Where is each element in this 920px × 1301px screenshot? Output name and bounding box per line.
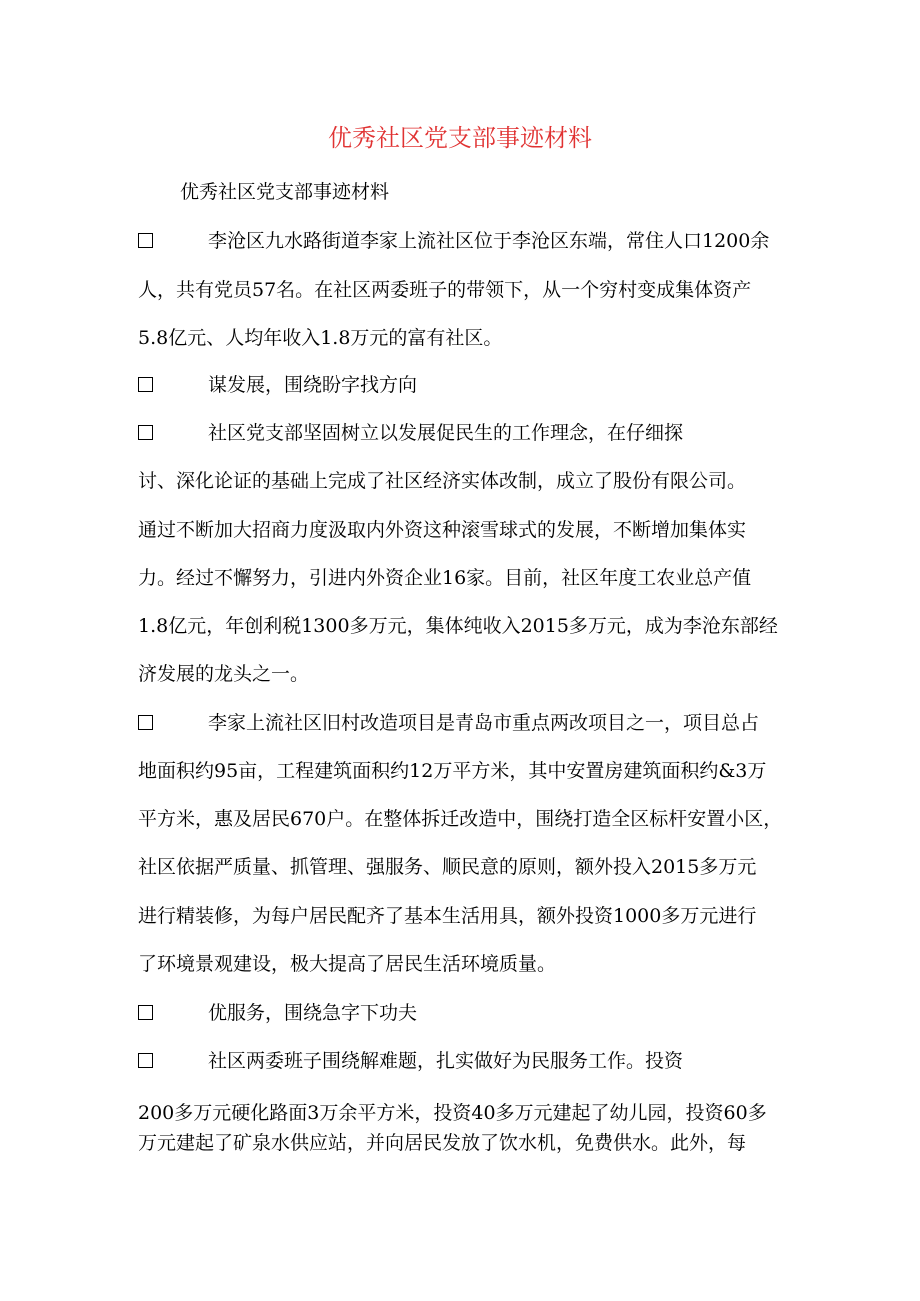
text-line: 社区党支部坚固树立以发展促民生的工作理念，在仔细探 [208, 422, 684, 444]
document-title: 优秀社区党支部事迹材料 [328, 124, 592, 152]
text-line: 了环境景观建设，极大提高了居民生活环境质量。 [138, 953, 557, 975]
text-line: 李家上流社区旧村改造项目是青岛市重点两改项目之一，项目总占 [208, 712, 760, 734]
text-line: 通过不断加大招商力度汲取内外资这种滚雪球式的发展，不断增加集体实 [138, 519, 747, 541]
text-line: 1.8亿元，年创利税1300多万元，集体纯收入2015多万元，成为李沧东部经 [138, 615, 778, 637]
checkbox-icon [138, 425, 153, 440]
text-line: 社区两委班子围绕解难题，扎实做好为民服务工作。投资 [208, 1050, 684, 1072]
checkbox-icon [138, 715, 153, 730]
checkbox-icon [138, 1053, 153, 1068]
text-line: 李沧区九水路街道李家上流社区位于李沧区东端，常住人口1200余 [208, 230, 770, 252]
text-line: 社区依据严质量、抓管理、强服务、顺民意的原则，额外投入2015多万元 [138, 856, 757, 878]
text-line: 5.8亿元、人均年收入1.8万元的富有社区。 [138, 327, 503, 349]
checkbox-icon [138, 377, 153, 392]
text-line: 200多万元硬化路面3万余平方米，投资40多万元建起了幼儿园，投资60多 [138, 1102, 767, 1124]
document-subtitle: 优秀社区党支部事迹材料 [180, 181, 390, 203]
text-line: 人，共有党员57名。在社区两委班子的带领下，从一个穷村变成集体资产 [138, 279, 752, 301]
text-line: 济发展的龙头之一。 [138, 663, 310, 685]
section-heading: 谋发展，围绕盼字找方向 [208, 374, 418, 396]
text-line: 万元建起了矿泉水供应站，并向居民发放了饮水机，免费供水。此外，每 [138, 1132, 747, 1154]
checkbox-icon [138, 1005, 153, 1020]
text-line: 讨、深化论证的基础上完成了社区经济实体改制，成立了股份有限公司。 [138, 470, 747, 492]
text-line: 平方米，惠及居民670户。在整体拆迁改造中，围绕打造全区标杆安置小区， [138, 808, 783, 830]
text-line: 力。经过不懈努力，引进内外资企业16家。目前，社区年度工农业总产值 [138, 567, 752, 589]
section-heading: 优服务，围绕急字下功夫 [208, 1002, 418, 1024]
text-line: 地面积约95亩，工程建筑面积约12万平方米，其中安置房建筑面积约&3万 [138, 760, 767, 782]
text-line: 进行精装修，为每户居民配齐了基本生活用具，额外投资1000多万元进行 [138, 905, 757, 927]
checkbox-icon [138, 233, 153, 248]
